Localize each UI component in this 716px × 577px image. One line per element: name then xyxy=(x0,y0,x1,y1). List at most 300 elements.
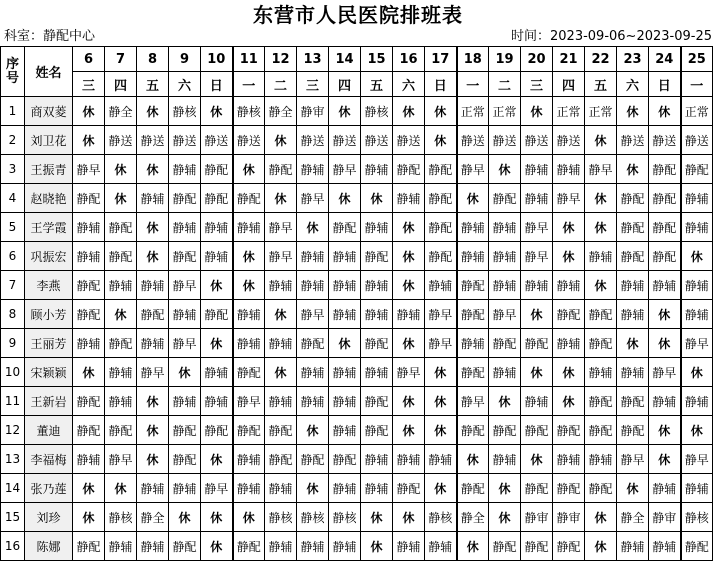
shift-cell[interactable]: 静配 xyxy=(681,532,713,561)
shift-cell[interactable]: 静辅 xyxy=(425,271,457,300)
shift-cell[interactable]: 静辅 xyxy=(361,213,393,242)
shift-cell[interactable]: 正常 xyxy=(681,97,713,126)
shift-cell[interactable]: 静辅 xyxy=(649,387,681,416)
shift-cell[interactable]: 静辅 xyxy=(681,300,713,329)
shift-cell[interactable]: 静辅 xyxy=(489,213,521,242)
shift-cell[interactable]: 休 xyxy=(649,329,681,358)
shift-cell[interactable]: 静辅 xyxy=(553,271,585,300)
shift-cell[interactable]: 静早 xyxy=(457,155,489,184)
shift-cell[interactable]: 静早 xyxy=(457,387,489,416)
shift-cell[interactable]: 休 xyxy=(361,503,393,532)
shift-cell[interactable]: 静全 xyxy=(617,503,649,532)
shift-cell[interactable]: 静配 xyxy=(553,532,585,561)
shift-cell[interactable]: 休 xyxy=(137,155,169,184)
shift-cell[interactable]: 静辅 xyxy=(265,387,297,416)
shift-cell[interactable]: 静配 xyxy=(489,532,521,561)
shift-cell[interactable]: 静辅 xyxy=(425,532,457,561)
shift-cell[interactable]: 静配 xyxy=(393,474,425,503)
shift-cell[interactable]: 休 xyxy=(73,97,105,126)
shift-cell[interactable]: 静辅 xyxy=(553,155,585,184)
shift-cell[interactable]: 静辅 xyxy=(201,213,233,242)
shift-cell[interactable]: 静辅 xyxy=(393,532,425,561)
shift-cell[interactable]: 休 xyxy=(393,213,425,242)
shift-cell[interactable]: 静配 xyxy=(233,184,265,213)
shift-cell[interactable]: 静早 xyxy=(73,155,105,184)
shift-cell[interactable]: 休 xyxy=(137,416,169,445)
shift-cell[interactable]: 静核 xyxy=(233,97,265,126)
shift-cell[interactable]: 静配 xyxy=(617,184,649,213)
shift-cell[interactable]: 静辅 xyxy=(169,155,201,184)
shift-cell[interactable]: 休 xyxy=(137,97,169,126)
shift-cell[interactable]: 静辅 xyxy=(169,213,201,242)
shift-cell[interactable]: 休 xyxy=(489,474,521,503)
shift-cell[interactable]: 正常 xyxy=(553,97,585,126)
shift-cell[interactable]: 静辅 xyxy=(361,300,393,329)
shift-cell[interactable]: 静辅 xyxy=(681,184,713,213)
shift-cell[interactable]: 静辅 xyxy=(617,358,649,387)
shift-cell[interactable]: 休 xyxy=(201,445,233,474)
shift-cell[interactable]: 静送 xyxy=(233,126,265,155)
shift-cell[interactable]: 静辅 xyxy=(553,445,585,474)
shift-cell[interactable]: 静配 xyxy=(649,213,681,242)
shift-cell[interactable]: 休 xyxy=(681,358,713,387)
shift-cell[interactable]: 静配 xyxy=(265,445,297,474)
shift-cell[interactable]: 静配 xyxy=(457,271,489,300)
shift-cell[interactable]: 休 xyxy=(553,242,585,271)
shift-cell[interactable]: 静辅 xyxy=(105,358,137,387)
shift-cell[interactable]: 休 xyxy=(521,97,553,126)
shift-cell[interactable]: 静配 xyxy=(585,300,617,329)
shift-cell[interactable]: 静早 xyxy=(553,184,585,213)
shift-cell[interactable]: 休 xyxy=(201,271,233,300)
shift-cell[interactable]: 静辅 xyxy=(73,445,105,474)
shift-cell[interactable]: 休 xyxy=(137,445,169,474)
shift-cell[interactable]: 休 xyxy=(457,532,489,561)
shift-cell[interactable]: 休 xyxy=(425,474,457,503)
shift-cell[interactable]: 静辅 xyxy=(425,445,457,474)
shift-cell[interactable]: 静配 xyxy=(361,329,393,358)
shift-cell[interactable]: 休 xyxy=(521,445,553,474)
shift-cell[interactable]: 静送 xyxy=(553,126,585,155)
shift-cell[interactable]: 静辅 xyxy=(361,474,393,503)
shift-cell[interactable]: 静配 xyxy=(425,242,457,271)
shift-cell[interactable]: 静配 xyxy=(329,213,361,242)
shift-cell[interactable]: 静配 xyxy=(649,155,681,184)
shift-cell[interactable]: 静辅 xyxy=(297,358,329,387)
shift-cell[interactable]: 休 xyxy=(617,155,649,184)
shift-cell[interactable]: 静配 xyxy=(617,242,649,271)
shift-cell[interactable]: 静配 xyxy=(425,213,457,242)
shift-cell[interactable]: 静辅 xyxy=(361,358,393,387)
shift-cell[interactable]: 休 xyxy=(105,155,137,184)
shift-cell[interactable]: 静配 xyxy=(169,416,201,445)
shift-cell[interactable]: 静辅 xyxy=(617,532,649,561)
shift-cell[interactable]: 休 xyxy=(585,184,617,213)
shift-cell[interactable]: 静配 xyxy=(201,184,233,213)
shift-cell[interactable]: 休 xyxy=(105,184,137,213)
shift-cell[interactable]: 静配 xyxy=(457,474,489,503)
shift-cell[interactable]: 静核 xyxy=(297,503,329,532)
shift-cell[interactable]: 静配 xyxy=(329,445,361,474)
shift-cell[interactable]: 静配 xyxy=(201,300,233,329)
shift-cell[interactable]: 静配 xyxy=(169,445,201,474)
shift-cell[interactable]: 静全 xyxy=(137,503,169,532)
shift-cell[interactable]: 休 xyxy=(105,474,137,503)
shift-cell[interactable]: 静配 xyxy=(169,242,201,271)
shift-cell[interactable]: 休 xyxy=(649,97,681,126)
shift-cell[interactable]: 静辅 xyxy=(457,329,489,358)
shift-cell[interactable]: 休 xyxy=(73,126,105,155)
shift-cell[interactable]: 静配 xyxy=(521,416,553,445)
shift-cell[interactable]: 休 xyxy=(201,97,233,126)
shift-cell[interactable]: 静辅 xyxy=(105,387,137,416)
shift-cell[interactable]: 静辅 xyxy=(137,532,169,561)
shift-cell[interactable]: 静配 xyxy=(553,474,585,503)
shift-cell[interactable]: 静辅 xyxy=(361,271,393,300)
shift-cell[interactable]: 静送 xyxy=(393,126,425,155)
shift-cell[interactable]: 休 xyxy=(617,97,649,126)
shift-cell[interactable]: 静辅 xyxy=(169,300,201,329)
shift-cell[interactable]: 休 xyxy=(393,97,425,126)
shift-cell[interactable]: 静辅 xyxy=(521,271,553,300)
shift-cell[interactable]: 静配 xyxy=(585,416,617,445)
shift-cell[interactable]: 休 xyxy=(649,416,681,445)
shift-cell[interactable]: 静辅 xyxy=(681,271,713,300)
shift-cell[interactable]: 静辅 xyxy=(521,155,553,184)
shift-cell[interactable]: 静配 xyxy=(585,387,617,416)
shift-cell[interactable]: 静配 xyxy=(233,358,265,387)
shift-cell[interactable]: 静辅 xyxy=(297,532,329,561)
shift-cell[interactable]: 静早 xyxy=(489,300,521,329)
shift-cell[interactable]: 静辅 xyxy=(681,387,713,416)
shift-cell[interactable]: 静早 xyxy=(393,358,425,387)
shift-cell[interactable]: 静配 xyxy=(361,416,393,445)
shift-cell[interactable]: 静配 xyxy=(233,532,265,561)
shift-cell[interactable]: 静配 xyxy=(265,155,297,184)
shift-cell[interactable]: 静核 xyxy=(425,503,457,532)
shift-cell[interactable]: 静配 xyxy=(297,445,329,474)
shift-cell[interactable]: 静配 xyxy=(425,184,457,213)
shift-cell[interactable]: 静辅 xyxy=(393,184,425,213)
shift-cell[interactable]: 休 xyxy=(649,300,681,329)
shift-cell[interactable]: 静送 xyxy=(105,126,137,155)
shift-cell[interactable]: 静辅 xyxy=(137,329,169,358)
shift-cell[interactable]: 静配 xyxy=(73,416,105,445)
shift-cell[interactable]: 静配 xyxy=(585,474,617,503)
shift-cell[interactable]: 静早 xyxy=(425,329,457,358)
shift-cell[interactable]: 静核 xyxy=(681,503,713,532)
shift-cell[interactable]: 正常 xyxy=(489,97,521,126)
shift-cell[interactable]: 静配 xyxy=(393,155,425,184)
shift-cell[interactable]: 休 xyxy=(393,503,425,532)
shift-cell[interactable]: 静早 xyxy=(681,445,713,474)
shift-cell[interactable]: 静早 xyxy=(233,387,265,416)
shift-cell[interactable]: 静核 xyxy=(169,97,201,126)
shift-cell[interactable]: 静辅 xyxy=(329,242,361,271)
shift-cell[interactable]: 静核 xyxy=(361,97,393,126)
shift-cell[interactable]: 静送 xyxy=(681,126,713,155)
shift-cell[interactable]: 静配 xyxy=(489,416,521,445)
shift-cell[interactable]: 休 xyxy=(361,184,393,213)
shift-cell[interactable]: 静配 xyxy=(617,213,649,242)
shift-cell[interactable]: 静送 xyxy=(617,126,649,155)
shift-cell[interactable]: 休 xyxy=(553,358,585,387)
shift-cell[interactable]: 休 xyxy=(265,184,297,213)
shift-cell[interactable]: 休 xyxy=(393,387,425,416)
shift-cell[interactable]: 休 xyxy=(73,358,105,387)
shift-cell[interactable]: 静辅 xyxy=(233,445,265,474)
shift-cell[interactable]: 静辅 xyxy=(73,213,105,242)
shift-cell[interactable]: 休 xyxy=(233,271,265,300)
shift-cell[interactable]: 静辅 xyxy=(649,271,681,300)
shift-cell[interactable]: 静辅 xyxy=(73,329,105,358)
shift-cell[interactable]: 静配 xyxy=(457,416,489,445)
shift-cell[interactable]: 静配 xyxy=(361,387,393,416)
shift-cell[interactable]: 静辅 xyxy=(457,213,489,242)
shift-cell[interactable]: 静全 xyxy=(105,97,137,126)
shift-cell[interactable]: 静早 xyxy=(425,300,457,329)
shift-cell[interactable]: 静辅 xyxy=(489,242,521,271)
shift-cell[interactable]: 静辅 xyxy=(393,300,425,329)
shift-cell[interactable]: 休 xyxy=(329,184,361,213)
shift-cell[interactable]: 休 xyxy=(425,97,457,126)
shift-cell[interactable]: 休 xyxy=(361,532,393,561)
shift-cell[interactable]: 静辅 xyxy=(681,474,713,503)
shift-cell[interactable]: 静审 xyxy=(649,503,681,532)
shift-cell[interactable]: 休 xyxy=(649,445,681,474)
shift-cell[interactable]: 休 xyxy=(457,445,489,474)
shift-cell[interactable]: 静辅 xyxy=(329,416,361,445)
shift-cell[interactable]: 静辅 xyxy=(617,300,649,329)
shift-cell[interactable]: 静辅 xyxy=(169,474,201,503)
shift-cell[interactable]: 静早 xyxy=(521,242,553,271)
shift-cell[interactable]: 静辅 xyxy=(201,358,233,387)
shift-cell[interactable]: 静辅 xyxy=(361,445,393,474)
shift-cell[interactable]: 静辅 xyxy=(201,387,233,416)
shift-cell[interactable]: 静配 xyxy=(649,184,681,213)
shift-cell[interactable]: 静早 xyxy=(169,329,201,358)
shift-cell[interactable]: 静配 xyxy=(489,184,521,213)
shift-cell[interactable]: 静辅 xyxy=(585,445,617,474)
shift-cell[interactable]: 休 xyxy=(617,474,649,503)
shift-cell[interactable]: 静配 xyxy=(201,155,233,184)
shift-cell[interactable]: 静辅 xyxy=(265,329,297,358)
shift-cell[interactable]: 静送 xyxy=(361,126,393,155)
shift-cell[interactable]: 静送 xyxy=(137,126,169,155)
shift-cell[interactable]: 静送 xyxy=(329,126,361,155)
shift-cell[interactable]: 休 xyxy=(201,532,233,561)
shift-cell[interactable]: 静辅 xyxy=(297,271,329,300)
shift-cell[interactable]: 静送 xyxy=(649,126,681,155)
shift-cell[interactable]: 休 xyxy=(585,503,617,532)
shift-cell[interactable]: 休 xyxy=(137,242,169,271)
shift-cell[interactable]: 休 xyxy=(681,242,713,271)
shift-cell[interactable]: 休 xyxy=(233,155,265,184)
shift-cell[interactable]: 休 xyxy=(393,271,425,300)
shift-cell[interactable]: 休 xyxy=(137,387,169,416)
shift-cell[interactable]: 休 xyxy=(489,155,521,184)
shift-cell[interactable]: 休 xyxy=(297,416,329,445)
shift-cell[interactable]: 静辅 xyxy=(265,474,297,503)
shift-cell[interactable]: 休 xyxy=(393,329,425,358)
shift-cell[interactable]: 静辅 xyxy=(265,271,297,300)
shift-cell[interactable]: 静配 xyxy=(553,300,585,329)
shift-cell[interactable]: 休 xyxy=(617,329,649,358)
shift-cell[interactable]: 静辅 xyxy=(329,532,361,561)
shift-cell[interactable]: 静送 xyxy=(457,126,489,155)
shift-cell[interactable]: 静辅 xyxy=(329,358,361,387)
shift-cell[interactable]: 休 xyxy=(425,416,457,445)
shift-cell[interactable]: 休 xyxy=(201,329,233,358)
shift-cell[interactable]: 静审 xyxy=(553,503,585,532)
shift-cell[interactable]: 静配 xyxy=(553,416,585,445)
shift-cell[interactable]: 静辅 xyxy=(137,474,169,503)
shift-cell[interactable]: 静早 xyxy=(265,213,297,242)
shift-cell[interactable]: 静辅 xyxy=(233,329,265,358)
shift-cell[interactable]: 静核 xyxy=(105,503,137,532)
shift-cell[interactable]: 休 xyxy=(425,358,457,387)
shift-cell[interactable]: 休 xyxy=(73,474,105,503)
shift-cell[interactable]: 静配 xyxy=(265,416,297,445)
shift-cell[interactable]: 休 xyxy=(73,503,105,532)
shift-cell[interactable]: 静配 xyxy=(425,155,457,184)
shift-cell[interactable]: 静审 xyxy=(521,503,553,532)
shift-cell[interactable]: 休 xyxy=(329,97,361,126)
shift-cell[interactable]: 休 xyxy=(585,213,617,242)
shift-cell[interactable]: 休 xyxy=(457,184,489,213)
shift-cell[interactable]: 静配 xyxy=(73,387,105,416)
shift-cell[interactable]: 静配 xyxy=(73,300,105,329)
shift-cell[interactable]: 静配 xyxy=(233,416,265,445)
shift-cell[interactable]: 静辅 xyxy=(297,387,329,416)
shift-cell[interactable]: 静早 xyxy=(169,271,201,300)
shift-cell[interactable]: 静全 xyxy=(457,503,489,532)
shift-cell[interactable]: 静早 xyxy=(297,300,329,329)
shift-cell[interactable]: 静早 xyxy=(265,242,297,271)
shift-cell[interactable]: 静配 xyxy=(73,184,105,213)
shift-cell[interactable]: 静辅 xyxy=(169,387,201,416)
shift-cell[interactable]: 休 xyxy=(233,242,265,271)
shift-cell[interactable]: 静辅 xyxy=(649,474,681,503)
shift-cell[interactable]: 静辅 xyxy=(329,300,361,329)
shift-cell[interactable]: 静辅 xyxy=(329,271,361,300)
shift-cell[interactable]: 静辅 xyxy=(137,271,169,300)
shift-cell[interactable]: 静送 xyxy=(297,126,329,155)
shift-cell[interactable]: 休 xyxy=(553,213,585,242)
shift-cell[interactable]: 静配 xyxy=(457,358,489,387)
shift-cell[interactable]: 静配 xyxy=(201,416,233,445)
shift-cell[interactable]: 休 xyxy=(105,300,137,329)
shift-cell[interactable]: 静辅 xyxy=(553,329,585,358)
shift-cell[interactable]: 静辅 xyxy=(393,445,425,474)
shift-cell[interactable]: 静辅 xyxy=(457,242,489,271)
shift-cell[interactable]: 休 xyxy=(585,532,617,561)
shift-cell[interactable]: 静辅 xyxy=(297,242,329,271)
shift-cell[interactable]: 静早 xyxy=(137,358,169,387)
shift-cell[interactable]: 休 xyxy=(425,387,457,416)
shift-cell[interactable]: 静早 xyxy=(585,155,617,184)
shift-cell[interactable]: 正常 xyxy=(457,97,489,126)
shift-cell[interactable]: 休 xyxy=(297,213,329,242)
shift-cell[interactable]: 休 xyxy=(329,329,361,358)
shift-cell[interactable]: 静配 xyxy=(489,329,521,358)
shift-cell[interactable]: 休 xyxy=(265,126,297,155)
shift-cell[interactable]: 静辅 xyxy=(585,358,617,387)
shift-cell[interactable]: 静辅 xyxy=(201,242,233,271)
shift-cell[interactable]: 静辅 xyxy=(585,242,617,271)
shift-cell[interactable]: 静配 xyxy=(105,242,137,271)
shift-cell[interactable]: 静送 xyxy=(521,126,553,155)
shift-cell[interactable]: 正常 xyxy=(585,97,617,126)
shift-cell[interactable]: 静辅 xyxy=(361,155,393,184)
shift-cell[interactable]: 静送 xyxy=(169,126,201,155)
shift-cell[interactable]: 静辅 xyxy=(233,213,265,242)
shift-cell[interactable]: 休 xyxy=(585,271,617,300)
shift-cell[interactable]: 休 xyxy=(585,126,617,155)
shift-cell[interactable]: 静配 xyxy=(521,532,553,561)
shift-cell[interactable]: 静送 xyxy=(201,126,233,155)
shift-cell[interactable]: 静辅 xyxy=(233,474,265,503)
shift-cell[interactable]: 静辅 xyxy=(489,271,521,300)
shift-cell[interactable]: 静配 xyxy=(521,329,553,358)
shift-cell[interactable]: 静核 xyxy=(329,503,361,532)
shift-cell[interactable]: 休 xyxy=(137,213,169,242)
shift-cell[interactable]: 静配 xyxy=(681,155,713,184)
shift-cell[interactable]: 休 xyxy=(521,300,553,329)
shift-cell[interactable]: 休 xyxy=(169,503,201,532)
shift-cell[interactable]: 静早 xyxy=(105,445,137,474)
shift-cell[interactable]: 静审 xyxy=(297,97,329,126)
shift-cell[interactable]: 静配 xyxy=(137,300,169,329)
shift-cell[interactable]: 静辅 xyxy=(265,532,297,561)
shift-cell[interactable]: 静早 xyxy=(681,329,713,358)
shift-cell[interactable]: 静配 xyxy=(457,300,489,329)
shift-cell[interactable]: 静配 xyxy=(105,329,137,358)
shift-cell[interactable]: 静辅 xyxy=(489,445,521,474)
shift-cell[interactable]: 静早 xyxy=(649,358,681,387)
shift-cell[interactable]: 静配 xyxy=(73,532,105,561)
shift-cell[interactable]: 静辅 xyxy=(73,242,105,271)
shift-cell[interactable]: 静辅 xyxy=(521,184,553,213)
shift-cell[interactable]: 静配 xyxy=(649,242,681,271)
shift-cell[interactable]: 静配 xyxy=(585,329,617,358)
shift-cell[interactable]: 静配 xyxy=(73,271,105,300)
shift-cell[interactable]: 静辅 xyxy=(617,271,649,300)
shift-cell[interactable]: 静配 xyxy=(297,329,329,358)
shift-cell[interactable]: 静辅 xyxy=(105,271,137,300)
shift-cell[interactable]: 休 xyxy=(297,474,329,503)
shift-cell[interactable]: 静辅 xyxy=(489,358,521,387)
shift-cell[interactable]: 静辅 xyxy=(681,213,713,242)
shift-cell[interactable]: 休 xyxy=(201,503,233,532)
shift-cell[interactable]: 静辅 xyxy=(649,532,681,561)
shift-cell[interactable]: 静配 xyxy=(617,387,649,416)
shift-cell[interactable]: 静配 xyxy=(617,416,649,445)
shift-cell[interactable]: 静核 xyxy=(265,503,297,532)
shift-cell[interactable]: 休 xyxy=(681,416,713,445)
shift-cell[interactable]: 静辅 xyxy=(329,474,361,503)
shift-cell[interactable]: 静送 xyxy=(489,126,521,155)
shift-cell[interactable]: 静早 xyxy=(297,184,329,213)
shift-cell[interactable]: 休 xyxy=(393,242,425,271)
shift-cell[interactable]: 静配 xyxy=(169,532,201,561)
shift-cell[interactable]: 静早 xyxy=(329,155,361,184)
shift-cell[interactable]: 静配 xyxy=(105,416,137,445)
shift-cell[interactable]: 休 xyxy=(425,126,457,155)
shift-cell[interactable]: 静辅 xyxy=(521,387,553,416)
shift-cell[interactable]: 静早 xyxy=(617,445,649,474)
shift-cell[interactable]: 静配 xyxy=(105,213,137,242)
